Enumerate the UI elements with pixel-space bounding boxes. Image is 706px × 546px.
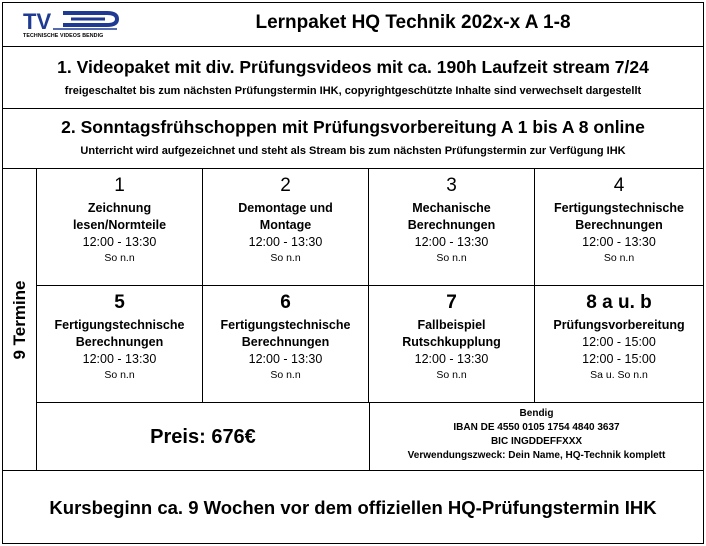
session-topic-line2: Berechnungen [75,335,164,349]
section-video-subtitle: freigeschaltet bis zum nächsten Prüfungstermin IHK, copyrightgeschützte Inhalte sind verwechselt dargestellt [64,85,642,97]
session-date: So n.n [436,369,467,381]
session-date: So n.n [104,369,135,381]
flyer-sheet [2,2,704,544]
session-topic-line2: Berechnungen [575,218,663,232]
session-date: So n.n [603,252,635,264]
section-sunday-sessions [3,109,703,169]
session-cell-8 [535,286,703,403]
session-topic-line1: Zeichnung [87,201,152,215]
session-time: 12:00 - 13:30 [582,235,656,249]
session-cell-6 [203,286,369,403]
session-time: 12:00 - 13:30 [414,352,489,366]
session-cell-1 [37,169,203,286]
session-topic-line2: Rutschkupplung [402,335,501,349]
session-number: 4 [613,175,625,196]
schedule-block [3,169,703,471]
session-topic-line1: Demontage und [238,201,333,215]
session-cell-7 [369,286,535,403]
footer [3,471,703,545]
session-time: 12:00 - 13:30 [414,235,489,249]
session-cell-5 [37,286,203,403]
session-time-a: 12:00 - 15:00 [582,335,656,349]
session-cell-3 [369,169,535,286]
session-topic-line2: Montage [259,218,312,232]
bank-bic: BIC INGDDEFFXXX [490,436,583,447]
session-topic-line2: lesen/Normteile [72,218,167,232]
session-number: 5 [114,292,125,313]
session-time: 12:00 - 13:30 [82,235,157,249]
session-topic-line1: Mechanische [412,201,491,215]
session-date: So n.n [270,369,301,381]
session-time: 12:00 - 13:30 [248,352,323,366]
session-date: Sa u. So n.n [590,369,648,381]
section-video-package [3,47,703,109]
session-cell-2 [203,169,369,286]
session-topic-line1: Fertigungstechnische [554,201,684,215]
session-topic-line1: Fertigungstechnische [54,318,185,332]
bank-iban: IBAN DE 4550 0105 1754 4840 3637 [453,422,620,433]
logo-letters: TV [23,9,52,33]
session-date: So n.n [104,252,135,264]
session-date: So n.n [436,252,467,264]
session-number: 6 [280,292,291,313]
section-sunday-title: 2. Sonntagsfrühschoppen mit Prüfungsvorbereitung A 1 bis A 8 online [61,117,645,137]
session-topic-line1: Fallbeispiel [417,318,486,332]
price-label: Preis: 676€ [150,425,256,448]
session-topic-line2: Berechnungen [241,335,330,349]
session-topic-line2: Berechnungen [407,218,496,232]
section-video-title: 1. Videopaket mit div. Prüfungsvideos mit ca. 190h Laufzeit stream 7/24 [57,57,649,77]
session-time-b: 12:00 - 15:00 [582,352,656,366]
session-topic-line1: Fertigungstechnische [220,318,351,332]
session-number: 7 [446,292,457,313]
logo-graphic-icon [23,9,119,33]
page-title: Lernpaket HQ Technik 202x-x A 1-8 [255,12,571,33]
bank-name: Bendig [519,408,554,419]
session-topic-line1: Prüfungsvorbereitung [553,318,685,332]
course-start-note: Kursbeginn ca. 9 Wochen vor dem offiziellen HQ-Prüfungstermin IHK [49,497,657,518]
schedule-side-column [3,169,37,470]
session-number: 1 [114,175,125,196]
session-date: So n.n [270,252,301,264]
header [3,3,703,47]
logo [23,9,119,41]
session-number: 8 a u. b [586,292,652,313]
logo-subtitle: TECHNISCHE VIDEOS BENDIG [23,33,104,39]
session-number: 3 [446,175,457,196]
price-cell [37,403,370,471]
schedule-count-label: 9 Termine [9,279,29,360]
session-time: 12:00 - 13:30 [248,235,323,249]
bank-purpose: Verwendungszweck: Dein Name, HQ-Technik komplett [407,450,666,461]
section-sunday-subtitle: Unterricht wird aufgezeichnet und steht als Stream bis zum nächsten Prüfungstermin zur Verfügung IHK [80,145,626,157]
bank-details [370,403,703,471]
session-number: 2 [280,175,291,196]
session-time: 12:00 - 13:30 [82,352,157,366]
session-cell-4 [535,169,703,286]
